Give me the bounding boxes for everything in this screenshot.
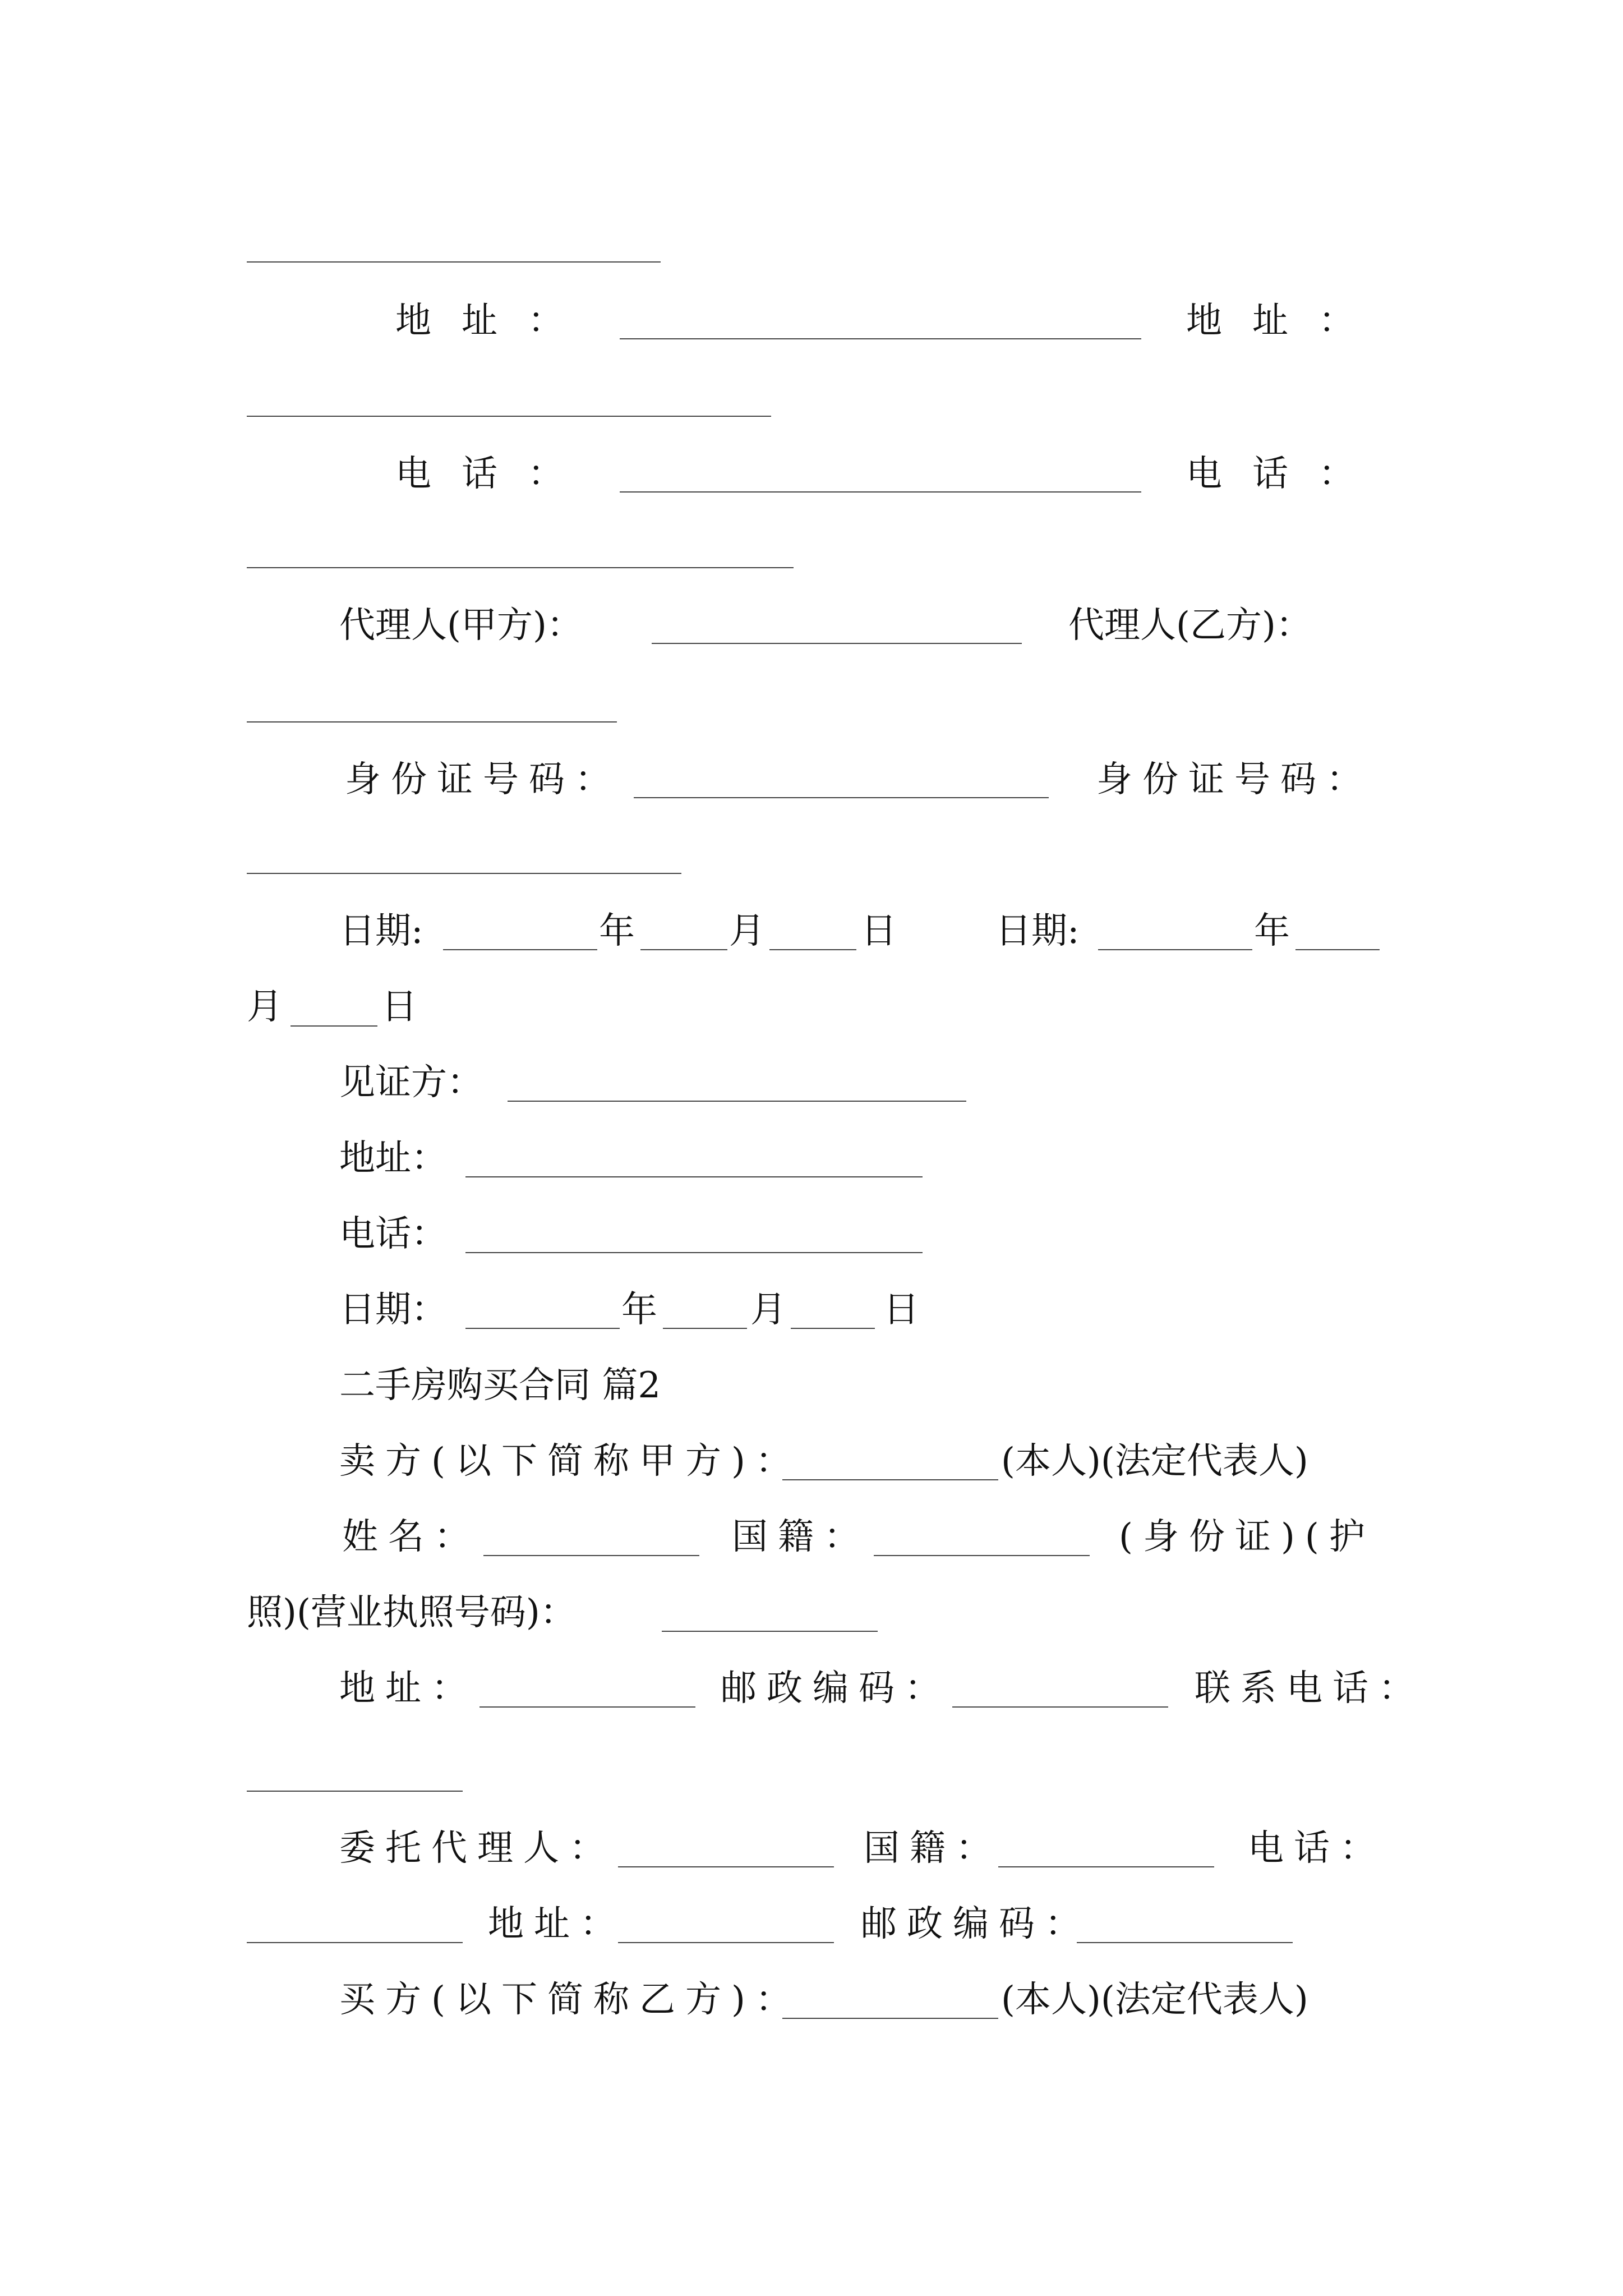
name-field[interactable] — [483, 1555, 699, 1556]
agent-label: 委托代理人： — [339, 1828, 615, 1869]
witness-address-field[interactable] — [465, 1176, 923, 1177]
buyer-id-label: 身份证号码： — [1096, 759, 1372, 800]
id-type-cont-label: 照)(营业执照号码)： — [247, 1592, 576, 1634]
buyer-line-label: 买方(以下简称乙方)： — [339, 1979, 801, 2021]
seller-self-rep: (本人)(法定代表人) — [1001, 1441, 1308, 1482]
buyer-agent-field[interactable] — [247, 721, 617, 723]
agent-nationality-label: 国籍： — [864, 1828, 1002, 1869]
buyer-phone-label: 电话： — [1186, 453, 1385, 495]
seller-date-year-field[interactable] — [443, 949, 597, 950]
seller-id-label: 身份证号码： — [345, 759, 621, 800]
buyer-date-label: 日期: — [995, 910, 1080, 952]
address-label: 地址： — [339, 1668, 477, 1709]
agent-phone-label: 电话： — [1248, 1828, 1386, 1869]
seller-date-month-field[interactable] — [640, 949, 727, 950]
seller-line-label: 卖方(以下简称甲方)： — [339, 1441, 801, 1482]
witness-date-label: 日期： — [339, 1289, 447, 1331]
id-type-text: (身份证)(护 — [1119, 1516, 1375, 1558]
blank-line[interactable] — [247, 261, 661, 263]
buyer-year-text: 年 — [1254, 910, 1290, 952]
seller-agent-label: 代理人(甲方)： — [339, 605, 583, 646]
agent-address-field[interactable] — [618, 1942, 834, 1943]
section-title: 二手房购买合同 篇2 — [339, 1365, 661, 1406]
agent-phone-field[interactable] — [247, 1942, 463, 1943]
buyer-date-month-field[interactable] — [1295, 949, 1380, 950]
postcode-field[interactable] — [952, 1706, 1168, 1708]
seller-day-text: 日 — [861, 910, 897, 952]
seller-address-field[interactable] — [620, 338, 1141, 339]
seller-phone-field[interactable] — [620, 491, 1141, 493]
contact-phone-label: 联系电话： — [1195, 1668, 1424, 1709]
seller-year-text: 年 — [599, 910, 635, 952]
witness-phone-label: 电话： — [339, 1213, 447, 1255]
seller-month-text: 月 — [729, 910, 765, 952]
address-field[interactable] — [479, 1706, 695, 1708]
seller-date-label: 日期: — [339, 910, 423, 952]
buyer-month-text: 月 — [247, 986, 283, 1028]
buyer-name-field[interactable] — [782, 2018, 998, 2019]
buyer-date-day-field[interactable] — [291, 1025, 377, 1027]
witness-month-text: 月 — [750, 1289, 786, 1331]
seller-date-day-field[interactable] — [769, 949, 856, 950]
nationality-label: 国籍： — [732, 1516, 870, 1558]
witness-address-label: 地址： — [339, 1138, 447, 1179]
witness-field[interactable] — [508, 1101, 966, 1102]
seller-address-label: 地址： — [395, 300, 594, 342]
name-label: 姓名： — [342, 1516, 480, 1558]
buyer-phone-field[interactable] — [247, 567, 794, 568]
buyer-id-field[interactable] — [247, 873, 681, 874]
buyer-address-label: 地址： — [1186, 300, 1385, 342]
seller-name-field[interactable] — [782, 1479, 998, 1480]
agent-field[interactable] — [618, 1866, 834, 1867]
agent-nationality-field[interactable] — [998, 1866, 1214, 1867]
buyer-address-field[interactable] — [247, 416, 771, 417]
id-number-field[interactable] — [662, 1631, 878, 1632]
witness-date-year-field[interactable] — [465, 1328, 620, 1329]
witness-label: 见证方： — [339, 1062, 483, 1103]
seller-phone-label: 电话： — [395, 453, 594, 495]
seller-agent-field[interactable] — [652, 643, 1022, 644]
buyer-agent-label: 代理人(乙方)： — [1068, 605, 1312, 646]
buyer-date-year-field[interactable] — [1098, 949, 1252, 950]
nationality-field[interactable] — [874, 1555, 1090, 1556]
witness-date-day-field[interactable] — [791, 1328, 875, 1329]
contact-phone-field[interactable] — [247, 1791, 463, 1792]
agent-address-label: 地址： — [488, 1903, 626, 1945]
seller-id-field[interactable] — [634, 797, 1049, 798]
agent-postcode-field[interactable] — [1077, 1942, 1293, 1943]
agent-postcode-label: 邮政编码： — [861, 1903, 1091, 1945]
witness-date-month-field[interactable] — [663, 1328, 747, 1329]
witness-phone-field[interactable] — [465, 1252, 923, 1253]
witness-year-text: 年 — [621, 1289, 657, 1331]
buyer-self-rep: (本人)(法定代表人) — [1001, 1979, 1308, 2021]
postcode-label: 邮政编码： — [721, 1668, 951, 1709]
buyer-day-text: 日 — [381, 986, 417, 1028]
witness-day-text: 日 — [883, 1289, 919, 1331]
